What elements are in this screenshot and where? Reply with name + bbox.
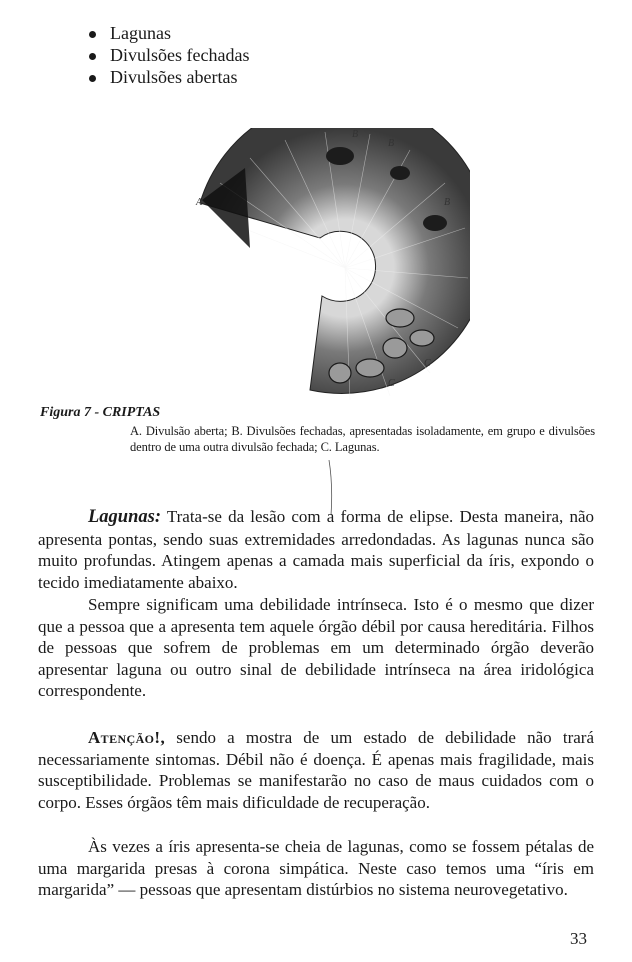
paragraph-text: sendo a mostra de um estado de debilidade não trará necessariamente sintomas. Débil não é doença. É apenas mais fragilidade, mais susceptibilidade. Problemas se manifestarão no caso de maus cuidados com o corpo. Esses órgãos têm mais dificuldade de recuperação. [38, 728, 594, 812]
paragraph-text: Trata-se da lesão com a forma de elipse. Desta maneira, não apresenta pontas, sendo suas extremidades arredondadas. As lagunas nunca são muito profundas. Atingem apenas a camada mais superficial da íris, expondo o tecido imediatamente abaixo. [38, 507, 594, 592]
bullet-item: Lagunas [86, 22, 249, 44]
page-number: 33 [570, 929, 587, 948]
figure-letter-c: C [424, 358, 431, 369]
paragraph-lagunas [38, 506, 594, 593]
paragraph-margarida: Às vezes a íris apresenta-se cheia de lagunas, como se fossem pétalas de uma margarida presas à corona simpática. Neste caso temos uma “íris em margarida” — pessoas que apresentam distúrbios no sistema neurovegetativo. [38, 837, 594, 899]
bullet-list [86, 22, 249, 88]
closed-divulsion [326, 147, 354, 165]
attention-lead: Atenção!, [88, 728, 166, 747]
figure-letter-b: B [444, 197, 451, 208]
figure-letter-b: B [352, 129, 359, 140]
paragraph-debilidade: Sempre significam uma debilidade intrínseca. Isto é o mesmo que dizer que a pessoa que a apresenta tem aquele órgão débil por causa hereditária. Filhos de pessoas que sofrem de problemas em um determinado órgão deverão apresentar laguna ou outro sinal de debilidade intrínseca na área iridológica correspondente. [38, 595, 594, 700]
paragraph-atencao [38, 727, 594, 813]
iris-sector [200, 128, 470, 393]
figure-letter-b: B [388, 138, 395, 149]
figure-label: Figura 7 - CRIPTAS [40, 405, 161, 420]
bullet-item: Divulsões fechadas [86, 44, 249, 66]
figure-letter-c: C [388, 378, 395, 389]
closed-divulsion [423, 215, 447, 231]
figure-letter-a: A [196, 197, 203, 208]
term-lagunas: Lagunas: [88, 507, 161, 527]
bullet-item: Divulsões abertas [86, 66, 249, 88]
closed-divulsion [390, 166, 410, 180]
figure-caption: A. Divulsão aberta; B. Divulsões fechadas, apresentadas isoladamente, em grupo e divulsões dentro de uma outra divulsão fechada; C. Lagunas. [130, 424, 595, 454]
